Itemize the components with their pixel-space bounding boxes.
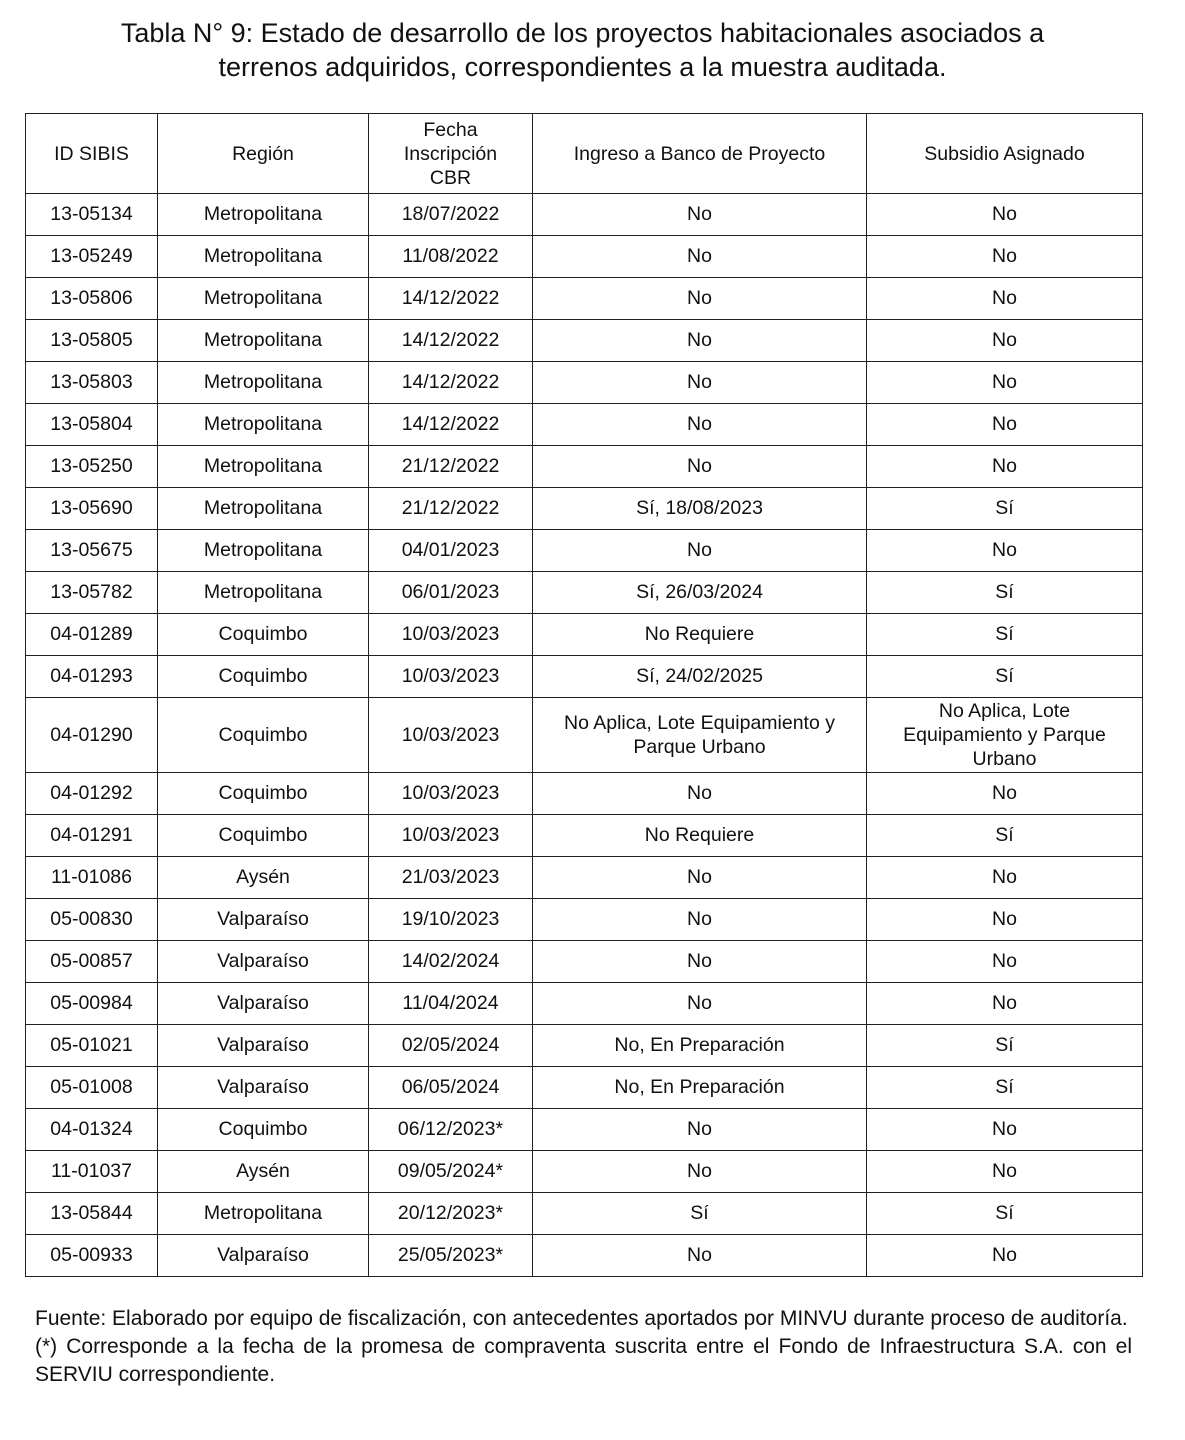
cell-subsidio: Sí xyxy=(867,1193,1143,1235)
cell-fecha-inscripcion: 06/12/2023* xyxy=(369,1109,533,1151)
cell-ingreso-banco: No xyxy=(533,320,867,362)
cell-fecha-inscripcion: 10/03/2023 xyxy=(369,698,533,773)
header-region: Región xyxy=(158,114,369,194)
cell-ingreso-banco: Sí xyxy=(533,1193,867,1235)
cell-fecha-inscripcion: 06/05/2024 xyxy=(369,1067,533,1109)
cell-ingreso-banco: No xyxy=(533,404,867,446)
cell-fecha-inscripcion: 10/03/2023 xyxy=(369,656,533,698)
table-row xyxy=(26,815,1143,857)
cell-id-sibis: 11-01037 xyxy=(26,1151,158,1193)
table-row xyxy=(26,1109,1143,1151)
cell-ingreso-banco: Sí, 18/08/2023 xyxy=(533,488,867,530)
cell-ingreso-banco: No xyxy=(533,236,867,278)
cell-subsidio: Sí xyxy=(867,572,1143,614)
cell-region: Metropolitana xyxy=(158,572,369,614)
cell-fecha-inscripcion: 18/07/2022 xyxy=(369,194,533,236)
cell-subsidio: No xyxy=(867,194,1143,236)
cell-region: Metropolitana xyxy=(158,1193,369,1235)
cell-fecha-inscripcion: 10/03/2023 xyxy=(369,815,533,857)
cell-ingreso-banco: No Requiere xyxy=(533,614,867,656)
table-notes xyxy=(35,1305,1132,1389)
cell-id-sibis: 13-05675 xyxy=(26,530,158,572)
cell-fecha-inscripcion: 11/04/2024 xyxy=(369,983,533,1025)
cell-region: Valparaíso xyxy=(158,899,369,941)
cell-subsidio: No xyxy=(867,1235,1143,1277)
table-row xyxy=(26,572,1143,614)
table-row xyxy=(26,1067,1143,1109)
cell-id-sibis: 04-01292 xyxy=(26,773,158,815)
table-row xyxy=(26,1193,1143,1235)
cell-subsidio: No xyxy=(867,857,1143,899)
header-ingreso-banco: Ingreso a Banco de Proyecto xyxy=(533,114,867,194)
cell-subsidio: No xyxy=(867,320,1143,362)
cell-region: Valparaíso xyxy=(158,1235,369,1277)
table-row xyxy=(26,404,1143,446)
cell-id-sibis: 13-05805 xyxy=(26,320,158,362)
cell-id-sibis: 05-01021 xyxy=(26,1025,158,1067)
cell-id-sibis: 04-01324 xyxy=(26,1109,158,1151)
cell-region: Coquimbo xyxy=(158,1109,369,1151)
cell-ingreso-banco: No xyxy=(533,773,867,815)
cell-region: Aysén xyxy=(158,857,369,899)
cell-id-sibis: 04-01289 xyxy=(26,614,158,656)
table-row xyxy=(26,1025,1143,1067)
cell-fecha-inscripcion: 14/12/2022 xyxy=(369,404,533,446)
cell-fecha-inscripcion: 06/01/2023 xyxy=(369,572,533,614)
cell-id-sibis: 05-00857 xyxy=(26,941,158,983)
table-row xyxy=(26,899,1143,941)
source-note: Fuente: Elaborado por equipo de fiscalización, con antecedentes aportados por MINVU durante proceso de auditoría. xyxy=(35,1307,1128,1330)
header-id-sibis: ID SIBIS xyxy=(26,114,158,194)
cell-id-sibis: 13-05690 xyxy=(26,488,158,530)
table-row xyxy=(26,278,1143,320)
cell-fecha-inscripcion: 04/01/2023 xyxy=(369,530,533,572)
cell-subsidio: Sí xyxy=(867,488,1143,530)
cell-subsidio: No xyxy=(867,1109,1143,1151)
cell-region: Metropolitana xyxy=(158,320,369,362)
cell-ingreso-banco: No xyxy=(533,446,867,488)
cell-fecha-inscripcion: 14/12/2022 xyxy=(369,362,533,404)
cell-fecha-inscripcion: 21/12/2022 xyxy=(369,446,533,488)
cell-ingreso-banco: No, En Preparación xyxy=(533,1067,867,1109)
table-row xyxy=(26,857,1143,899)
cell-id-sibis: 13-05782 xyxy=(26,572,158,614)
cell-ingreso-banco: No xyxy=(533,983,867,1025)
cell-subsidio: No xyxy=(867,1151,1143,1193)
cell-ingreso-banco: No, En Preparación xyxy=(533,1025,867,1067)
cell-subsidio: No xyxy=(867,941,1143,983)
cell-subsidio: No xyxy=(867,236,1143,278)
cell-fecha-inscripcion: 25/05/2023* xyxy=(369,1235,533,1277)
table-row xyxy=(26,488,1143,530)
cell-ingreso-banco: Sí, 26/03/2024 xyxy=(533,572,867,614)
cell-subsidio: Sí xyxy=(867,815,1143,857)
cell-region: Valparaíso xyxy=(158,941,369,983)
cell-fecha-inscripcion: 21/12/2022 xyxy=(369,488,533,530)
cell-fecha-inscripcion: 10/03/2023 xyxy=(369,773,533,815)
table-title-line-2: terrenos adquiridos, correspondientes a la muestra auditada. xyxy=(218,52,947,82)
cell-id-sibis: 04-01290 xyxy=(26,698,158,773)
cell-region: Metropolitana xyxy=(158,362,369,404)
cell-region: Valparaíso xyxy=(158,983,369,1025)
table-row xyxy=(26,698,1143,773)
cell-subsidio: Sí xyxy=(867,1025,1143,1067)
cell-id-sibis: 13-05134 xyxy=(26,194,158,236)
cell-id-sibis: 13-05806 xyxy=(26,278,158,320)
table-row xyxy=(26,362,1143,404)
cell-subsidio: No xyxy=(867,362,1143,404)
table-row xyxy=(26,236,1143,278)
cell-subsidio: No xyxy=(867,899,1143,941)
cell-region: Coquimbo xyxy=(158,614,369,656)
cell-id-sibis: 04-01291 xyxy=(26,815,158,857)
header-subsidio: Subsidio Asignado xyxy=(867,114,1143,194)
table-title xyxy=(40,16,1125,84)
cell-region: Coquimbo xyxy=(158,656,369,698)
cell-ingreso-banco: No xyxy=(533,941,867,983)
table-row xyxy=(26,614,1143,656)
cell-region: Aysén xyxy=(158,1151,369,1193)
cell-ingreso-banco: No Aplica, Lote Equipamiento y Parque Urbano xyxy=(533,698,867,773)
cell-region: Valparaíso xyxy=(158,1067,369,1109)
cell-region: Metropolitana xyxy=(158,194,369,236)
cell-fecha-inscripcion: 02/05/2024 xyxy=(369,1025,533,1067)
header-fecha-inscripcion xyxy=(369,114,533,194)
cell-region: Metropolitana xyxy=(158,446,369,488)
table-header-row xyxy=(26,114,1143,194)
table-row xyxy=(26,194,1143,236)
cell-fecha-inscripcion: 14/02/2024 xyxy=(369,941,533,983)
cell-fecha-inscripcion: 14/12/2022 xyxy=(369,320,533,362)
asterisk-footnote: (*) Corresponde a la fecha de la promesa de compraventa suscrita entre el Fondo de Infraestructura S.A. con el SERVIU correspondiente. xyxy=(35,1335,1132,1386)
cell-fecha-inscripcion: 20/12/2023* xyxy=(369,1193,533,1235)
cell-id-sibis: 11-01086 xyxy=(26,857,158,899)
cell-ingreso-banco: No xyxy=(533,530,867,572)
cell-region: Metropolitana xyxy=(158,530,369,572)
table-row xyxy=(26,1151,1143,1193)
cell-id-sibis: 05-01008 xyxy=(26,1067,158,1109)
cell-id-sibis: 13-05803 xyxy=(26,362,158,404)
cell-id-sibis: 05-00830 xyxy=(26,899,158,941)
cell-subsidio: Sí xyxy=(867,1067,1143,1109)
cell-subsidio: No xyxy=(867,278,1143,320)
table-row xyxy=(26,446,1143,488)
cell-ingreso-banco: No xyxy=(533,1235,867,1277)
table-row xyxy=(26,656,1143,698)
cell-id-sibis: 13-05250 xyxy=(26,446,158,488)
projects-status-table xyxy=(25,113,1143,1277)
cell-id-sibis: 13-05844 xyxy=(26,1193,158,1235)
table-body xyxy=(26,194,1143,1277)
table-row xyxy=(26,773,1143,815)
cell-fecha-inscripcion: 21/03/2023 xyxy=(369,857,533,899)
table-row xyxy=(26,530,1143,572)
cell-region: Coquimbo xyxy=(158,698,369,773)
cell-ingreso-banco: No xyxy=(533,194,867,236)
cell-subsidio: Sí xyxy=(867,614,1143,656)
header-fecha-label: Fecha Inscripción CBR xyxy=(403,118,498,189)
cell-subsidio: No xyxy=(867,530,1143,572)
cell-subsidio: No xyxy=(867,773,1143,815)
cell-ingreso-banco: No Requiere xyxy=(533,815,867,857)
cell-ingreso-banco: No xyxy=(533,1109,867,1151)
cell-region: Metropolitana xyxy=(158,488,369,530)
cell-region: Metropolitana xyxy=(158,278,369,320)
cell-fecha-inscripcion: 09/05/2024* xyxy=(369,1151,533,1193)
table-title-line-1: Tabla N° 9: Estado de desarrollo de los proyectos habitacionales asociados a xyxy=(120,18,1045,48)
cell-id-sibis: 13-05804 xyxy=(26,404,158,446)
table-row xyxy=(26,983,1143,1025)
cell-region: Metropolitana xyxy=(158,404,369,446)
table-row xyxy=(26,941,1143,983)
cell-fecha-inscripcion: 19/10/2023 xyxy=(369,899,533,941)
cell-id-sibis: 05-00984 xyxy=(26,983,158,1025)
cell-subsidio: No xyxy=(867,983,1143,1025)
table-row xyxy=(26,1235,1143,1277)
cell-ingreso-banco: No xyxy=(533,857,867,899)
cell-id-sibis: 13-05249 xyxy=(26,236,158,278)
table-row xyxy=(26,320,1143,362)
cell-fecha-inscripcion: 14/12/2022 xyxy=(369,278,533,320)
cell-subsidio: No xyxy=(867,446,1143,488)
cell-ingreso-banco: No xyxy=(533,899,867,941)
cell-id-sibis: 05-00933 xyxy=(26,1235,158,1277)
cell-subsidio: No Aplica, Lote Equipamiento y Parque Urbano xyxy=(867,698,1143,773)
cell-subsidio: Sí xyxy=(867,656,1143,698)
cell-ingreso-banco: Sí, 24/02/2025 xyxy=(533,656,867,698)
cell-id-sibis: 04-01293 xyxy=(26,656,158,698)
cell-region: Coquimbo xyxy=(158,815,369,857)
cell-subsidio: No xyxy=(867,404,1143,446)
cell-fecha-inscripcion: 11/08/2022 xyxy=(369,236,533,278)
cell-fecha-inscripcion: 10/03/2023 xyxy=(369,614,533,656)
cell-region: Valparaíso xyxy=(158,1025,369,1067)
cell-region: Metropolitana xyxy=(158,236,369,278)
cell-region: Coquimbo xyxy=(158,773,369,815)
cell-ingreso-banco: No xyxy=(533,278,867,320)
cell-ingreso-banco: No xyxy=(533,362,867,404)
cell-ingreso-banco: No xyxy=(533,1151,867,1193)
